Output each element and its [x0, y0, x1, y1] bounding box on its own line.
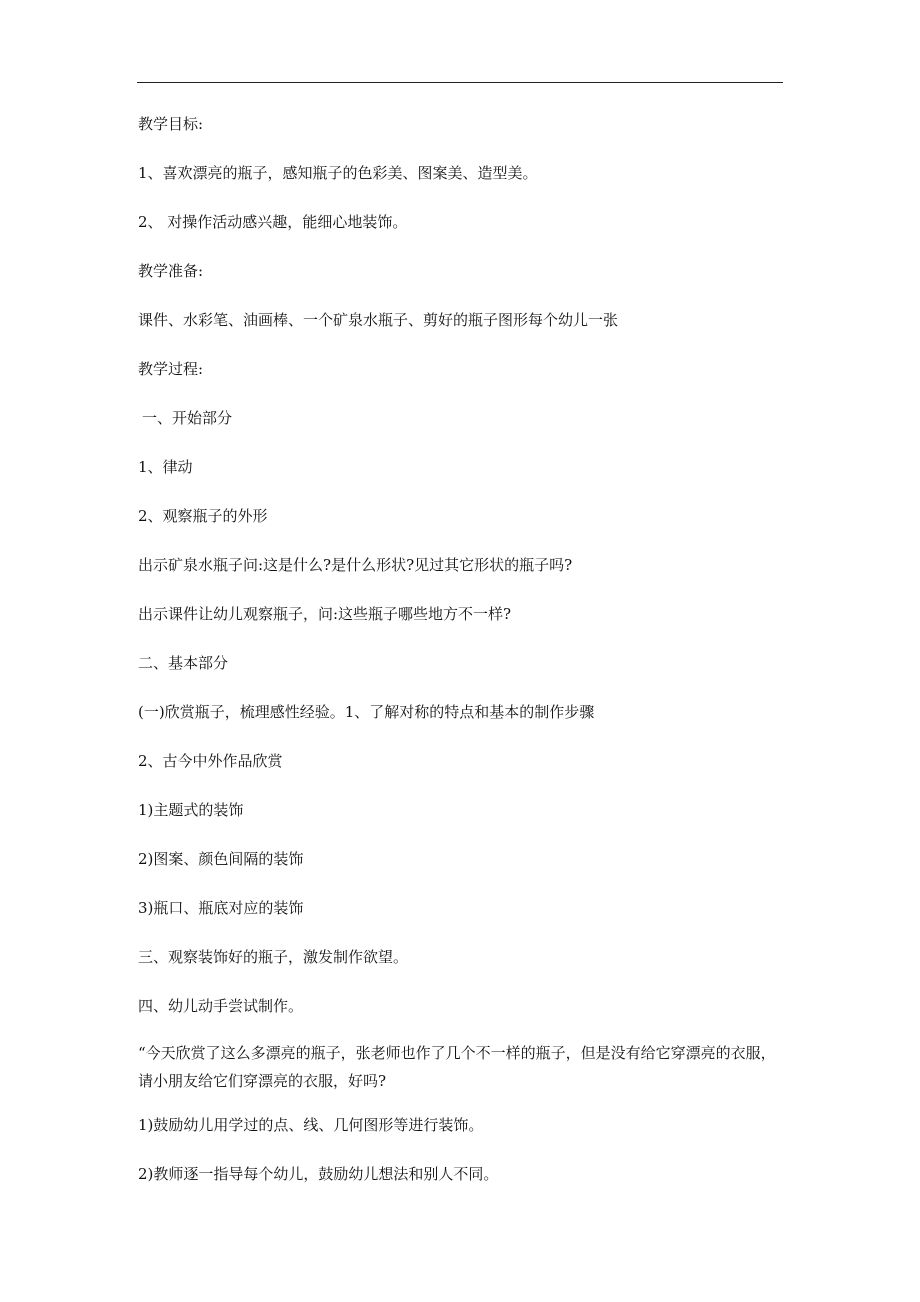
paragraph-section-start: 一、开始部分	[142, 409, 233, 427]
paragraph-artwork-appreciation: 2、古今中外作品欣赏	[138, 752, 283, 770]
paragraph-materials: 课件、水彩笔、油画棒、一个矿泉水瓶子、剪好的瓶子图形每个幼儿一张	[138, 311, 619, 329]
paragraph-encourage-decoration: 1)鼓励幼儿用学过的点、线、几何图形等进行装饰。	[138, 1116, 484, 1134]
paragraph-show-bottle-question: 出示矿泉水瓶子问:这是什么?是什么形状?见过其它形状的瓶子吗?	[138, 556, 573, 574]
document-body	[138, 108, 784, 1207]
paragraph-observe-shape: 2、观察瓶子的外形	[138, 507, 268, 525]
paragraph-section-basic: 二、基本部分	[138, 654, 229, 672]
paragraph-section-observe-decorated: 三、观察装饰好的瓶子，激发制作欲望。	[138, 948, 409, 966]
paragraph-theme-decoration: 1)主题式的装饰	[138, 801, 244, 819]
paragraph-section-hands-on: 四、幼儿动手尝试制作。	[138, 997, 304, 1015]
paragraph-show-courseware: 出示课件让幼儿观察瓶子，问:这些瓶子哪些地方不一样?	[138, 605, 512, 623]
paragraph-goal-1: 1、喜欢漂亮的瓶子，感知瓶子的色彩美、图案美、造型美。	[138, 164, 538, 182]
header-rule	[137, 82, 783, 83]
paragraph-teaching-goals-heading: 教学目标:	[138, 115, 204, 133]
paragraph-rhythm: 1、律动	[138, 458, 193, 476]
paragraph-preparation-heading: 教学准备:	[138, 262, 204, 280]
paragraph-process-heading: 教学过程:	[138, 360, 204, 378]
paragraph-pattern-decoration: 2)图案、颜色间隔的装饰	[138, 850, 304, 868]
paragraph-mouth-bottom-decoration: 3)瓶口、瓶底对应的装饰	[138, 899, 304, 917]
paragraph-teacher-guidance: 2)教师逐一指导每个幼儿，鼓励幼儿想法和别人不同。	[138, 1165, 499, 1183]
paragraph-teacher-quote: “今天欣赏了这么多漂亮的瓶子，张老师也作了几个不一样的瓶子，但是没有给它穿漂亮的衣服，请小朋友给它们穿漂亮的衣服，好吗?	[138, 1044, 776, 1090]
paragraph-goal-2: 2、 对操作活动感兴趣，能细心地装饰。	[138, 213, 408, 231]
paragraph-appreciate-bottles: (一)欣赏瓶子，梳理感性经验。1、了解对称的特点和基本的制作步骤	[138, 703, 595, 721]
